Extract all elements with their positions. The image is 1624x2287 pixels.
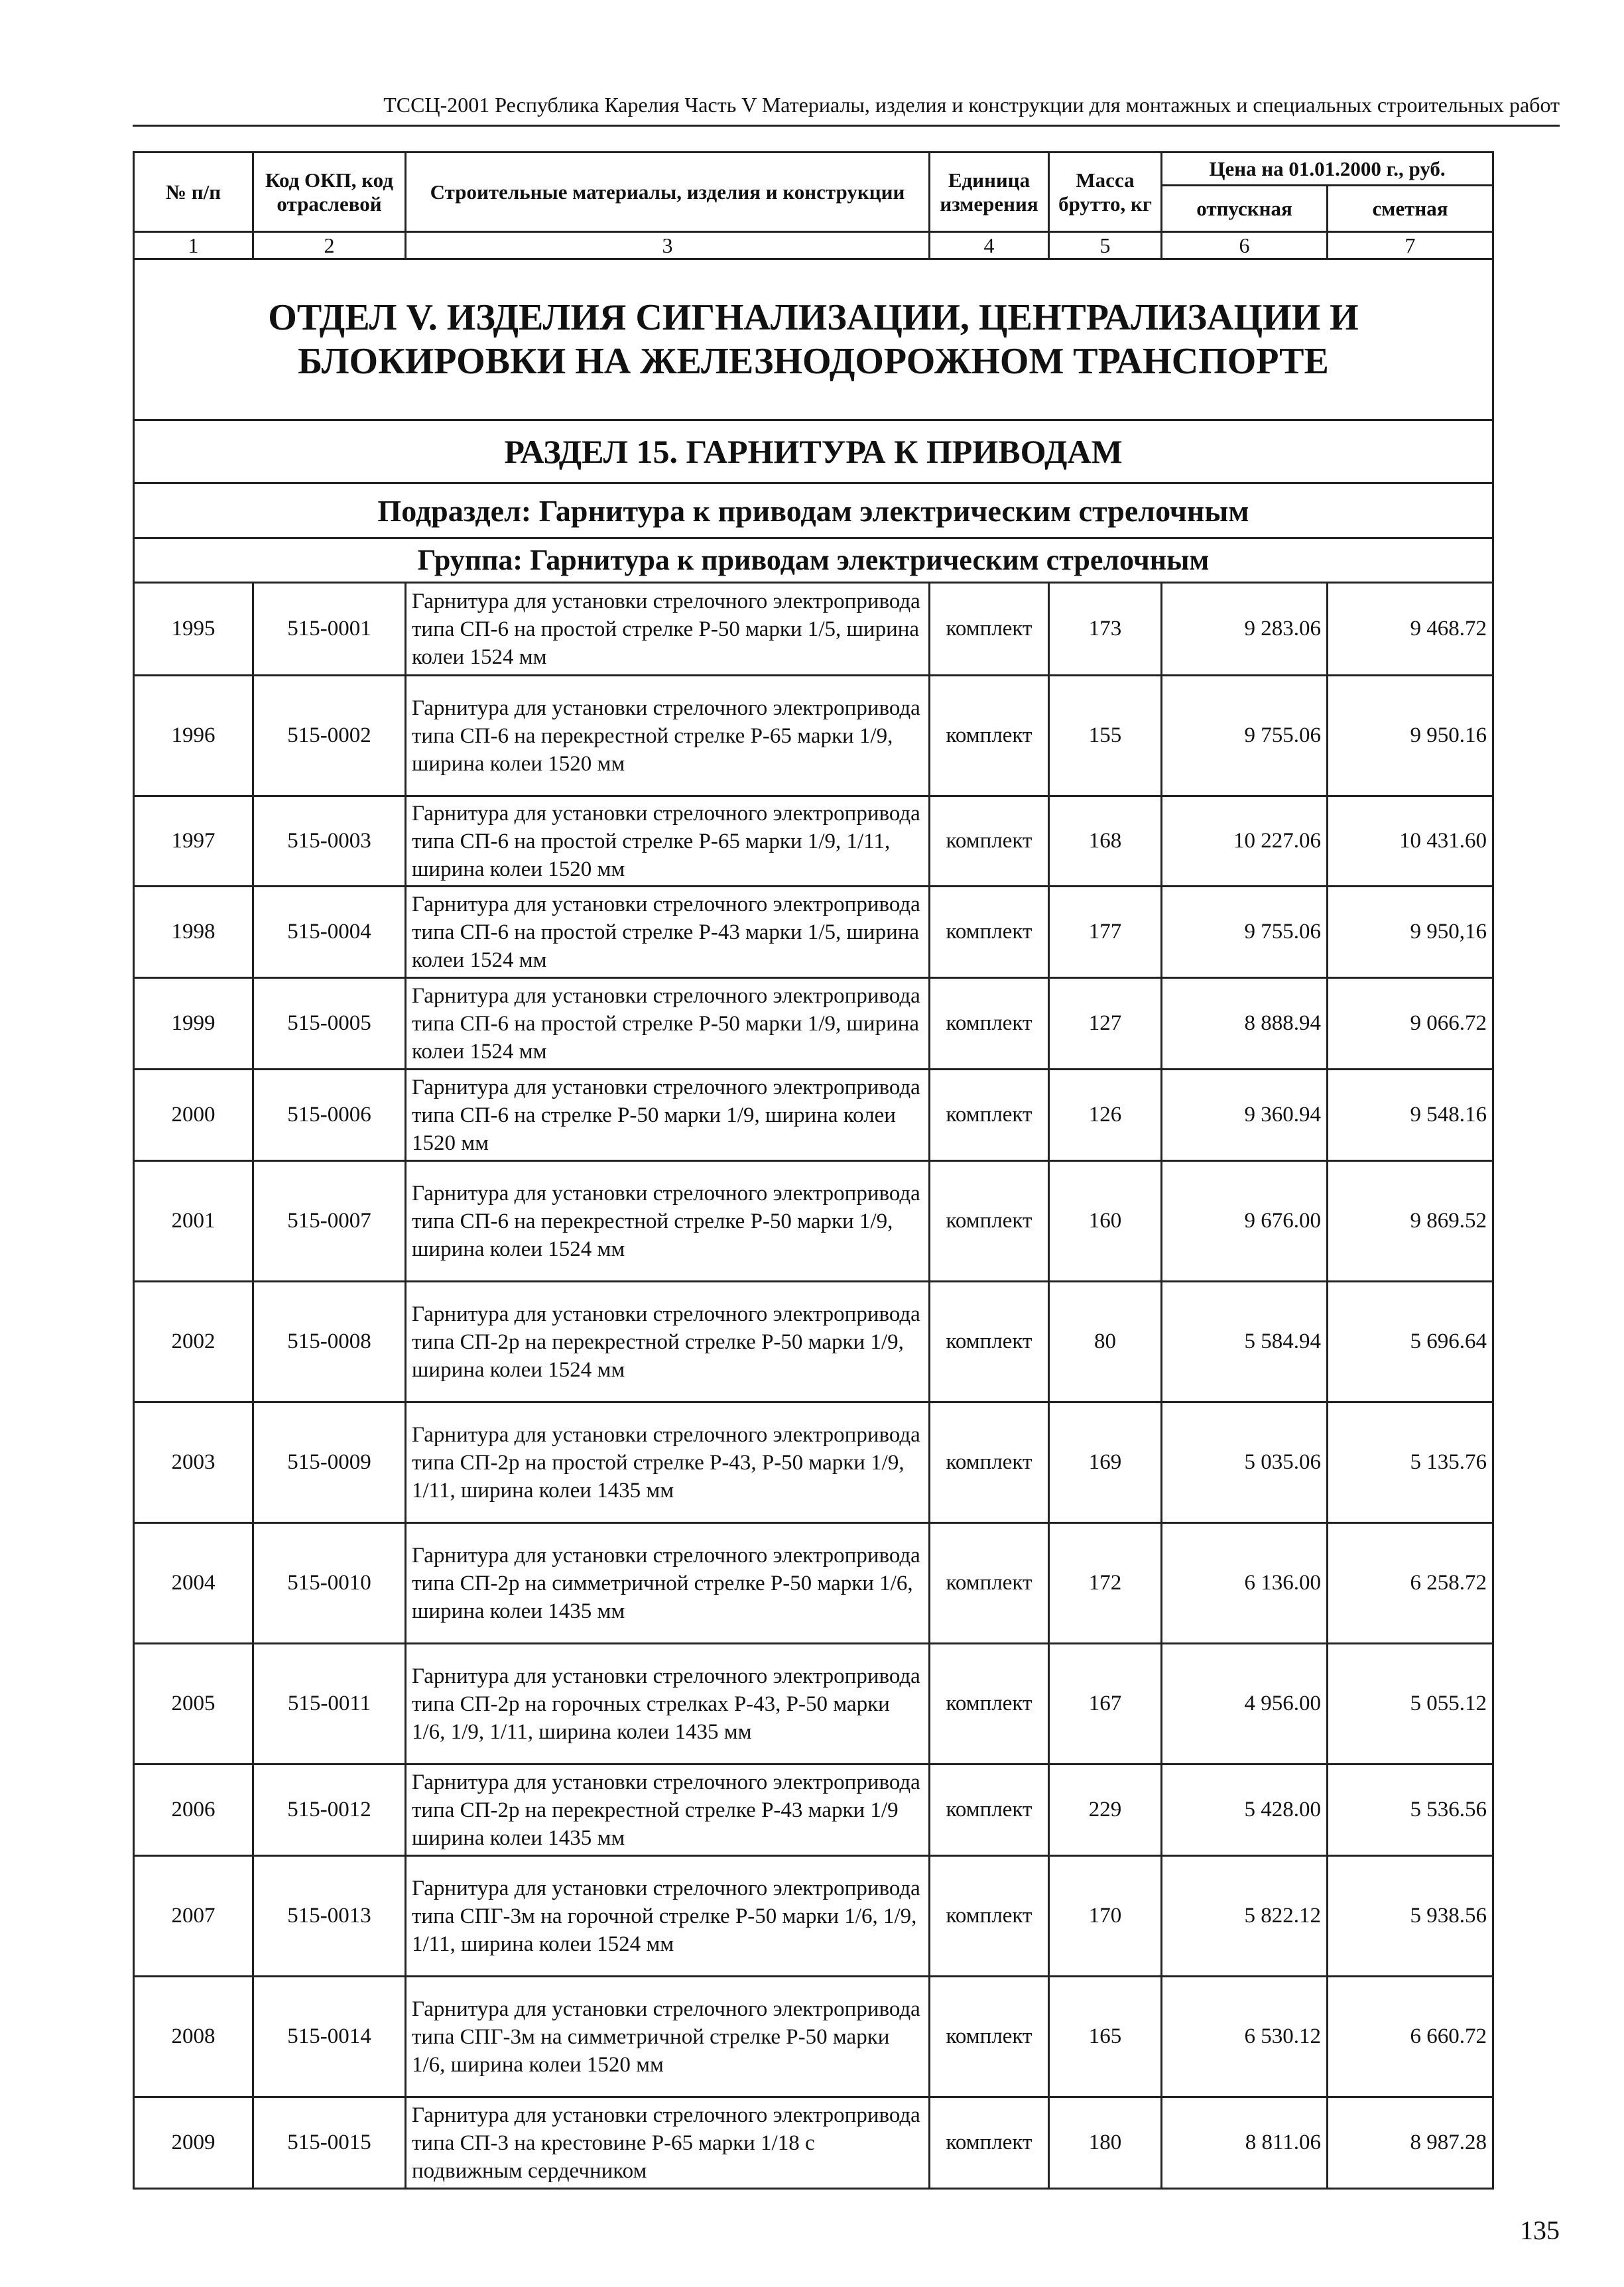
- row-price-estimate: 5 938.56: [1328, 1856, 1493, 1977]
- column-number: 5: [1049, 232, 1162, 259]
- row-code: 515-0009: [253, 1402, 406, 1523]
- group-title: Группа: Гарнитура к приводам электрическим стрелочным: [134, 538, 1493, 583]
- row-mass: 168: [1049, 796, 1162, 887]
- column-number: 6: [1162, 232, 1328, 259]
- row-price-estimate: 9 950.16: [1328, 676, 1493, 796]
- row-number: 2004: [134, 1523, 253, 1644]
- row-number: 1998: [134, 887, 253, 978]
- row-number: 2008: [134, 1977, 253, 2097]
- row-description: Гарнитура для установки стрелочного электропривода типа СП-6 на перекрестной стрелке Р-50 марки 1/9, ширина колеи 1524 мм: [406, 1161, 930, 1282]
- row-description: Гарнитура для установки стрелочного электропривода типа СП-2р на перекрестной стрелке Р-50 марки 1/9, ширина колеи 1524 мм: [406, 1282, 930, 1402]
- row-mass: 165: [1049, 1977, 1162, 2097]
- row-price-estimate: 5 536.56: [1328, 1764, 1493, 1856]
- row-description: Гарнитура для установки стрелочного электропривода типа СП-2р на перекрестной стрелке Р-43 марки 1/9 ширина колеи 1435 мм: [406, 1764, 930, 1856]
- header-mass: Масса брутто, кг: [1049, 153, 1162, 232]
- row-number: 1997: [134, 796, 253, 887]
- row-code: 515-0003: [253, 796, 406, 887]
- subsection-title: Подраздел: Гарнитура к приводам электрическим стрелочным: [134, 483, 1493, 538]
- row-code: 515-0010: [253, 1523, 406, 1644]
- table-row: [134, 1282, 1493, 1402]
- row-code: 515-0002: [253, 676, 406, 796]
- row-price-estimate: 9 468.72: [1328, 583, 1493, 676]
- row-unit: комплект: [930, 978, 1049, 1070]
- row-code: 515-0008: [253, 1282, 406, 1402]
- row-mass: 229: [1049, 1764, 1162, 1856]
- column-number: 1: [134, 232, 253, 259]
- row-unit: комплект: [930, 796, 1049, 887]
- row-price-estimate: 8 987.28: [1328, 2097, 1493, 2189]
- table-row: [134, 978, 1493, 1070]
- row-code: 515-0004: [253, 887, 406, 978]
- row-unit: комплект: [930, 2097, 1049, 2189]
- row-unit: комплект: [930, 1070, 1049, 1161]
- row-price-release: 6 530.12: [1162, 1977, 1328, 2097]
- row-mass: 167: [1049, 1644, 1162, 1764]
- row-description: Гарнитура для установки стрелочного электропривода типа СП-6 на простой стрелке Р-50 марки 1/9, ширина колеи 1524 мм: [406, 978, 930, 1070]
- row-mass: 127: [1049, 978, 1162, 1070]
- section-title: РАЗДЕЛ 15. ГАРНИТУРА К ПРИВОДАМ: [134, 420, 1493, 483]
- row-price-estimate: 5 696.64: [1328, 1282, 1493, 1402]
- table-row: [134, 796, 1493, 887]
- row-price-estimate: 9 548.16: [1328, 1070, 1493, 1161]
- table-row: [134, 1644, 1493, 1764]
- row-price-estimate: 9 066.72: [1328, 978, 1493, 1070]
- table-row: [134, 1523, 1493, 1644]
- row-code: 515-0007: [253, 1161, 406, 1282]
- row-code: 515-0006: [253, 1070, 406, 1161]
- row-unit: комплект: [930, 583, 1049, 676]
- row-mass: 180: [1049, 2097, 1162, 2189]
- row-number: 2002: [134, 1282, 253, 1402]
- row-price-release: 10 227.06: [1162, 796, 1328, 887]
- column-number: 2: [253, 232, 406, 259]
- row-unit: комплект: [930, 1523, 1049, 1644]
- row-price-release: 9 360.94: [1162, 1070, 1328, 1161]
- row-unit: комплект: [930, 1764, 1049, 1856]
- row-code: 515-0012: [253, 1764, 406, 1856]
- column-number: 3: [406, 232, 930, 259]
- row-number: 1996: [134, 676, 253, 796]
- row-number: 2005: [134, 1644, 253, 1764]
- row-price-release: 8 888.94: [1162, 978, 1328, 1070]
- row-mass: 173: [1049, 583, 1162, 676]
- row-price-release: 9 676.00: [1162, 1161, 1328, 1282]
- row-unit: комплект: [930, 676, 1049, 796]
- department-title: ОТДЕЛ V. ИЗДЕЛИЯ СИГНАЛИЗАЦИИ, ЦЕНТРАЛИЗАЦИИ И БЛОКИРОВКИ НА ЖЕЛЕЗНОДОРОЖНОМ ТРАНСПОРТЕ: [134, 259, 1493, 420]
- row-code: 515-0001: [253, 583, 406, 676]
- row-price-estimate: 5 055.12: [1328, 1644, 1493, 1764]
- table-row: [134, 1402, 1493, 1523]
- header-no: № п/п: [134, 153, 253, 232]
- row-price-estimate: 6 258.72: [1328, 1523, 1493, 1644]
- table-row: [134, 887, 1493, 978]
- row-price-release: 4 956.00: [1162, 1644, 1328, 1764]
- row-price-release: 9 283.06: [1162, 583, 1328, 676]
- row-price-release: 5 822.12: [1162, 1856, 1328, 1977]
- table-row: [134, 583, 1493, 676]
- row-price-estimate: 9 869.52: [1328, 1161, 1493, 1282]
- row-description: Гарнитура для установки стрелочного электропривода типа СП-2р на симметричной стрелке Р-50 марки 1/6, ширина колеи 1435 мм: [406, 1523, 930, 1644]
- row-description: Гарнитура для установки стрелочного электропривода типа СП-6 на стрелке Р-50 марки 1/9, ширина колеи 1520 мм: [406, 1070, 930, 1161]
- row-unit: комплект: [930, 1977, 1049, 2097]
- table-row: [134, 676, 1493, 796]
- table-row: [134, 1856, 1493, 1977]
- row-unit: комплект: [930, 1644, 1049, 1764]
- row-number: 2007: [134, 1856, 253, 1977]
- row-price-release: 9 755.06: [1162, 676, 1328, 796]
- row-price-estimate: 5 135.76: [1328, 1402, 1493, 1523]
- row-mass: 160: [1049, 1161, 1162, 1282]
- row-description: Гарнитура для установки стрелочного электропривода типа СП-6 на простой стрелке Р-65 марки 1/9, 1/11, ширина колеи 1520 мм: [406, 796, 930, 887]
- row-price-release: 5 428.00: [1162, 1764, 1328, 1856]
- header-code: Код ОКП, код отраслевой: [253, 153, 406, 232]
- table-row: [134, 1764, 1493, 1856]
- row-price-release: 6 136.00: [1162, 1523, 1328, 1644]
- row-number: 2000: [134, 1070, 253, 1161]
- page-number: 135: [1520, 2215, 1560, 2245]
- row-price-release: 9 755.06: [1162, 887, 1328, 978]
- row-price-estimate: 6 660.72: [1328, 1977, 1493, 2097]
- row-description: Гарнитура для установки стрелочного электропривода типа СПГ-3м на горочной стрелке Р-50 марки 1/6, 1/9, 1/11, ширина колеи 1524 мм: [406, 1856, 930, 1977]
- row-description: Гарнитура для установки стрелочного электропривода типа СПГ-3м на симметричной стрелке Р-50 марки 1/6, ширина колеи 1520 мм: [406, 1977, 930, 2097]
- header-name: Строительные материалы, изделия и конструкции: [406, 153, 930, 232]
- row-description: Гарнитура для установки стрелочного электропривода типа СП-2р на простой стрелке Р-43, Р-50 марки 1/9, 1/11, ширина колеи 1435 мм: [406, 1402, 930, 1523]
- row-number: 2006: [134, 1764, 253, 1856]
- row-code: 515-0013: [253, 1856, 406, 1977]
- header-price-release: отпускная: [1162, 186, 1328, 232]
- row-code: 515-0011: [253, 1644, 406, 1764]
- row-mass: 80: [1049, 1282, 1162, 1402]
- row-mass: 126: [1049, 1070, 1162, 1161]
- row-description: Гарнитура для установки стрелочного электропривода типа СП-6 на простой стрелке Р-43 марки 1/5, ширина колеи 1524 мм: [406, 887, 930, 978]
- header-unit: Единица измерения: [930, 153, 1049, 232]
- row-description: Гарнитура для установки стрелочного электропривода типа СП-2р на горочных стрелках Р-43, Р-50 марки 1/6, 1/9, 1/11, ширина колеи 1435 мм: [406, 1644, 930, 1764]
- row-number: 2009: [134, 2097, 253, 2189]
- row-description: Гарнитура для установки стрелочного электропривода типа СП-6 на перекрестной стрелке Р-65 марки 1/9, ширина колеи 1520 мм: [406, 676, 930, 796]
- row-mass: 170: [1049, 1856, 1162, 1977]
- row-unit: комплект: [930, 1282, 1049, 1402]
- row-description: Гарнитура для установки стрелочного электропривода типа СП-3 на крестовине Р-65 марки 1/18 с подвижным сердечником: [406, 2097, 930, 2189]
- row-mass: 169: [1049, 1402, 1162, 1523]
- row-price-release: 8 811.06: [1162, 2097, 1328, 2189]
- column-number: 7: [1328, 232, 1493, 259]
- row-unit: комплект: [930, 1161, 1049, 1282]
- row-unit: комплект: [930, 1402, 1049, 1523]
- table-row: [134, 2097, 1493, 2189]
- row-number: 2001: [134, 1161, 253, 1282]
- row-number: 2003: [134, 1402, 253, 1523]
- running-head: ТССЦ-2001 Республика Карелия Часть V Материалы, изделия и конструкции для монтажных и специальных строительных работ: [133, 85, 1560, 127]
- row-number: 1999: [134, 978, 253, 1070]
- row-mass: 172: [1049, 1523, 1162, 1644]
- price-table: [133, 151, 1494, 2190]
- row-price-estimate: 9 950,16: [1328, 887, 1493, 978]
- row-number: 1995: [134, 583, 253, 676]
- header-price-group: Цена на 01.01.2000 г., руб.: [1162, 153, 1493, 186]
- row-mass: 155: [1049, 676, 1162, 796]
- row-description: Гарнитура для установки стрелочного электропривода типа СП-6 на простой стрелке Р-50 марки 1/5, ширина колеи 1524 мм: [406, 583, 930, 676]
- column-number: 4: [930, 232, 1049, 259]
- header-price-estimate: сметная: [1328, 186, 1493, 232]
- row-unit: комплект: [930, 887, 1049, 978]
- row-code: 515-0014: [253, 1977, 406, 2097]
- row-mass: 177: [1049, 887, 1162, 978]
- table-row: [134, 1161, 1493, 1282]
- row-price-release: 5 584.94: [1162, 1282, 1328, 1402]
- row-code: 515-0005: [253, 978, 406, 1070]
- table-row: [134, 1977, 1493, 2097]
- row-price-release: 5 035.06: [1162, 1402, 1328, 1523]
- row-code: 515-0015: [253, 2097, 406, 2189]
- row-price-estimate: 10 431.60: [1328, 796, 1493, 887]
- table-row: [134, 1070, 1493, 1161]
- row-unit: комплект: [930, 1856, 1049, 1977]
